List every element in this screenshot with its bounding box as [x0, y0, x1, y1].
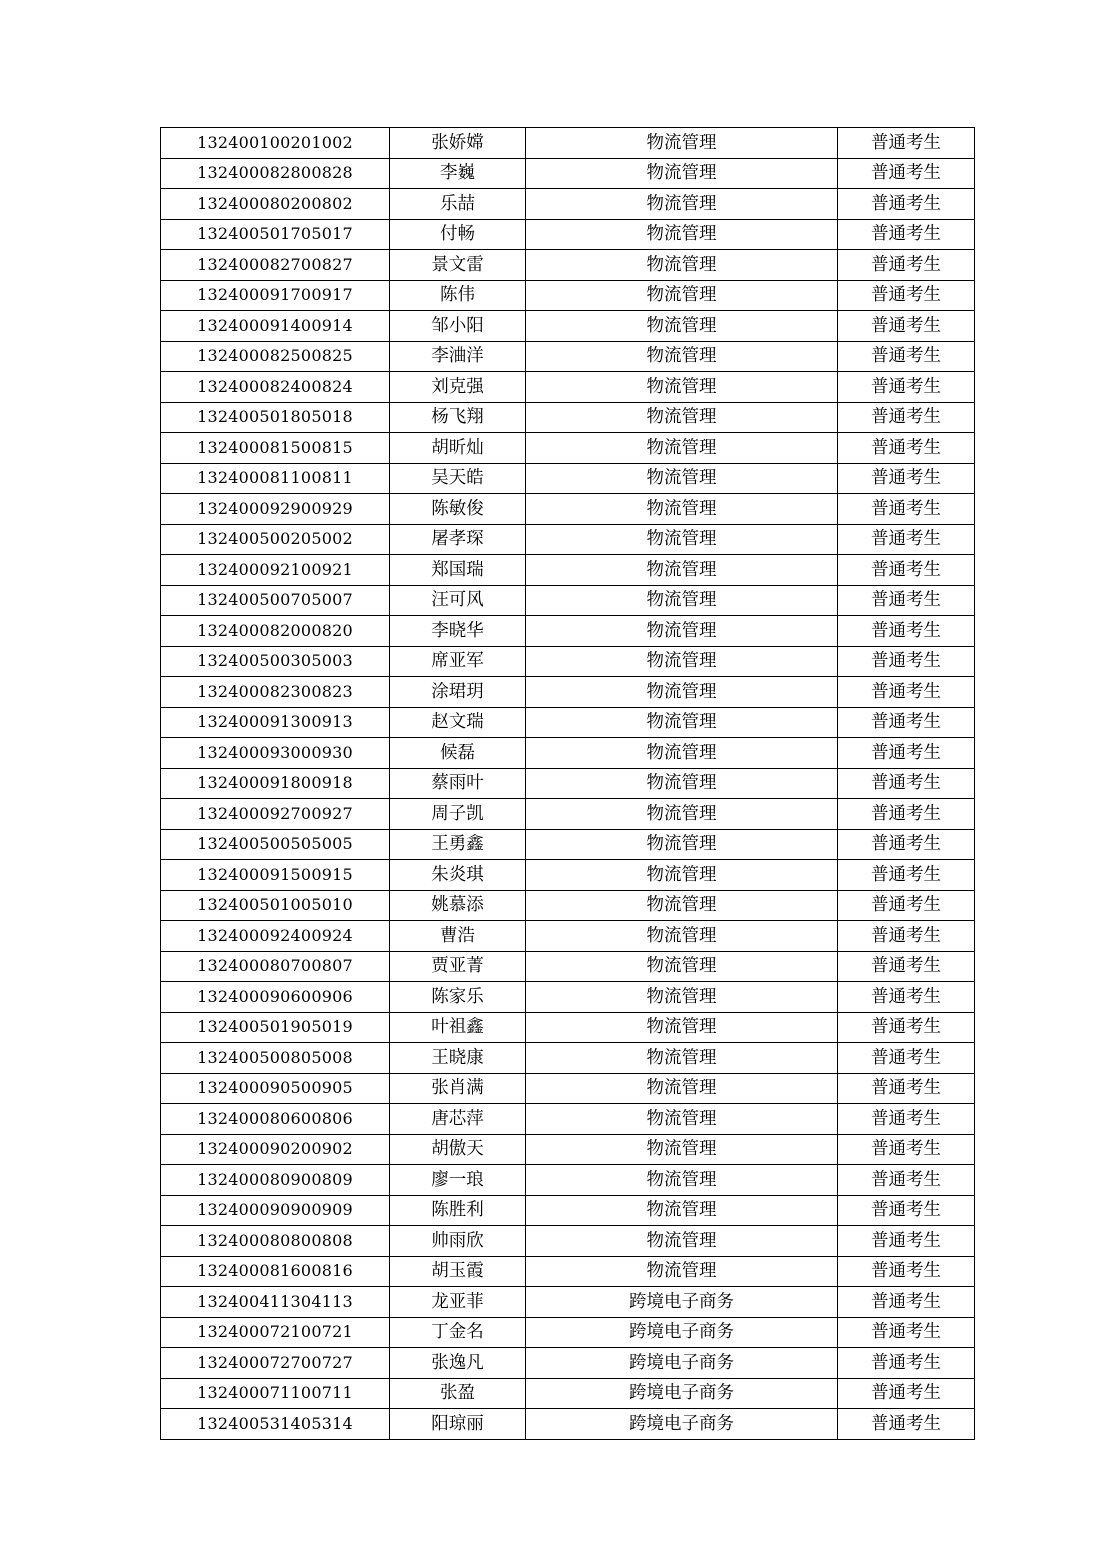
exam-number-cell: 132400071100711 — [161, 1378, 390, 1409]
major-cell: 跨境电子商务 — [526, 1409, 838, 1440]
exam-number-cell: 132400090600906 — [161, 982, 390, 1013]
exam-number-cell: 132400082300823 — [161, 677, 390, 708]
name-cell: 郑国瑞 — [390, 555, 526, 586]
name-cell: 陈伟 — [390, 280, 526, 311]
table-row — [161, 524, 975, 555]
major-cell: 物流管理 — [526, 829, 838, 860]
major-cell: 物流管理 — [526, 433, 838, 464]
table-row — [161, 646, 975, 677]
major-cell: 物流管理 — [526, 524, 838, 555]
candidate-type-cell: 普通考生 — [838, 1165, 975, 1196]
major-cell: 跨境电子商务 — [526, 1317, 838, 1348]
table-row — [161, 463, 975, 494]
major-cell: 物流管理 — [526, 1256, 838, 1287]
candidate-type-cell: 普通考生 — [838, 616, 975, 647]
major-cell: 物流管理 — [526, 311, 838, 342]
major-cell: 物流管理 — [526, 1073, 838, 1104]
major-cell: 物流管理 — [526, 219, 838, 250]
exam-number-cell: 132400082400824 — [161, 372, 390, 403]
candidate-type-cell: 普通考生 — [838, 799, 975, 830]
major-cell: 物流管理 — [526, 402, 838, 433]
candidate-type-cell: 普通考生 — [838, 890, 975, 921]
candidate-type-cell: 普通考生 — [838, 1043, 975, 1074]
exam-number-cell: 132400080200802 — [161, 189, 390, 220]
exam-number-cell: 132400082700827 — [161, 250, 390, 281]
candidate-table-body — [161, 128, 975, 1440]
exam-number-cell: 132400531405314 — [161, 1409, 390, 1440]
exam-number-cell: 132400080700807 — [161, 951, 390, 982]
exam-number-cell: 132400501705017 — [161, 219, 390, 250]
major-cell: 物流管理 — [526, 1134, 838, 1165]
table-row — [161, 280, 975, 311]
table-row — [161, 1378, 975, 1409]
exam-number-cell: 132400500305003 — [161, 646, 390, 677]
major-cell: 物流管理 — [526, 1043, 838, 1074]
major-cell: 物流管理 — [526, 1104, 838, 1135]
table-row — [161, 1104, 975, 1135]
table-row — [161, 1195, 975, 1226]
major-cell: 物流管理 — [526, 860, 838, 891]
table-row — [161, 250, 975, 281]
major-cell: 物流管理 — [526, 768, 838, 799]
candidate-type-cell: 普通考生 — [838, 524, 975, 555]
exam-number-cell: 132400501805018 — [161, 402, 390, 433]
major-cell: 跨境电子商务 — [526, 1378, 838, 1409]
candidate-type-cell: 普通考生 — [838, 707, 975, 738]
major-cell: 物流管理 — [526, 555, 838, 586]
name-cell: 张逸凡 — [390, 1348, 526, 1379]
table-row — [161, 799, 975, 830]
major-cell: 物流管理 — [526, 1012, 838, 1043]
table-row — [161, 555, 975, 586]
name-cell: 王晓康 — [390, 1043, 526, 1074]
table-row — [161, 707, 975, 738]
exam-number-cell: 132400092900929 — [161, 494, 390, 525]
candidate-type-cell: 普通考生 — [838, 189, 975, 220]
table-row — [161, 829, 975, 860]
name-cell: 景文雷 — [390, 250, 526, 281]
candidate-type-cell: 普通考生 — [838, 921, 975, 952]
major-cell: 跨境电子商务 — [526, 1287, 838, 1318]
table-row — [161, 1256, 975, 1287]
table-row — [161, 158, 975, 189]
candidate-type-cell: 普通考生 — [838, 341, 975, 372]
table-row — [161, 585, 975, 616]
table-row — [161, 1317, 975, 1348]
major-cell: 物流管理 — [526, 677, 838, 708]
name-cell: 帅雨欣 — [390, 1226, 526, 1257]
exam-number-cell: 132400100201002 — [161, 128, 390, 159]
major-cell: 物流管理 — [526, 280, 838, 311]
name-cell: 李浀洋 — [390, 341, 526, 372]
name-cell: 胡傲天 — [390, 1134, 526, 1165]
name-cell: 张娇嫦 — [390, 128, 526, 159]
exam-number-cell: 132400501005010 — [161, 890, 390, 921]
exam-number-cell: 132400080900809 — [161, 1165, 390, 1196]
name-cell: 王勇鑫 — [390, 829, 526, 860]
exam-number-cell: 132400072100721 — [161, 1317, 390, 1348]
name-cell: 付畅 — [390, 219, 526, 250]
exam-number-cell: 132400501905019 — [161, 1012, 390, 1043]
major-cell: 物流管理 — [526, 707, 838, 738]
name-cell: 陈敏俊 — [390, 494, 526, 525]
candidate-type-cell: 普通考生 — [838, 1226, 975, 1257]
table-row — [161, 1165, 975, 1196]
major-cell: 物流管理 — [526, 1226, 838, 1257]
exam-number-cell: 132400080600806 — [161, 1104, 390, 1135]
exam-number-cell: 132400082800828 — [161, 158, 390, 189]
name-cell: 候磊 — [390, 738, 526, 769]
table-row — [161, 189, 975, 220]
table-row — [161, 128, 975, 159]
candidate-type-cell: 普通考生 — [838, 311, 975, 342]
table-row — [161, 677, 975, 708]
major-cell: 物流管理 — [526, 494, 838, 525]
major-cell: 物流管理 — [526, 128, 838, 159]
name-cell: 廖一琅 — [390, 1165, 526, 1196]
exam-number-cell: 132400091500915 — [161, 860, 390, 891]
exam-number-cell: 132400500705007 — [161, 585, 390, 616]
name-cell: 陈胜利 — [390, 1195, 526, 1226]
major-cell: 物流管理 — [526, 951, 838, 982]
table-row — [161, 738, 975, 769]
candidate-type-cell: 普通考生 — [838, 829, 975, 860]
exam-number-cell: 132400081100811 — [161, 463, 390, 494]
candidate-type-cell: 普通考生 — [838, 433, 975, 464]
candidate-type-cell: 普通考生 — [838, 1287, 975, 1318]
table-row — [161, 1073, 975, 1104]
name-cell: 汪可风 — [390, 585, 526, 616]
candidate-type-cell: 普通考生 — [838, 1134, 975, 1165]
name-cell: 贾亚菁 — [390, 951, 526, 982]
table-row — [161, 982, 975, 1013]
table-row — [161, 1134, 975, 1165]
candidate-type-cell: 普通考生 — [838, 1378, 975, 1409]
table-row — [161, 1409, 975, 1440]
candidate-type-cell: 普通考生 — [838, 128, 975, 159]
exam-number-cell: 132400500505005 — [161, 829, 390, 860]
name-cell: 叶祖鑫 — [390, 1012, 526, 1043]
exam-number-cell: 132400090900909 — [161, 1195, 390, 1226]
candidate-type-cell: 普通考生 — [838, 1012, 975, 1043]
candidate-type-cell: 普通考生 — [838, 494, 975, 525]
name-cell: 蔡雨叶 — [390, 768, 526, 799]
candidate-type-cell: 普通考生 — [838, 158, 975, 189]
exam-number-cell: 132400092100921 — [161, 555, 390, 586]
exam-number-cell: 132400072700727 — [161, 1348, 390, 1379]
candidate-type-cell: 普通考生 — [838, 646, 975, 677]
name-cell: 张盈 — [390, 1378, 526, 1409]
candidate-type-cell: 普通考生 — [838, 372, 975, 403]
table-row — [161, 616, 975, 647]
table-row — [161, 1287, 975, 1318]
exam-number-cell: 132400091800918 — [161, 768, 390, 799]
name-cell: 胡玉霞 — [390, 1256, 526, 1287]
exam-number-cell: 132400092400924 — [161, 921, 390, 952]
major-cell: 物流管理 — [526, 250, 838, 281]
table-row — [161, 402, 975, 433]
name-cell: 邹小阳 — [390, 311, 526, 342]
name-cell: 李晓华 — [390, 616, 526, 647]
table-row — [161, 1348, 975, 1379]
exam-number-cell: 132400091300913 — [161, 707, 390, 738]
name-cell: 涂珺玥 — [390, 677, 526, 708]
name-cell: 阳琼丽 — [390, 1409, 526, 1440]
table-row — [161, 219, 975, 250]
exam-number-cell: 132400090500905 — [161, 1073, 390, 1104]
name-cell: 乐喆 — [390, 189, 526, 220]
name-cell: 屠孝琛 — [390, 524, 526, 555]
major-cell: 物流管理 — [526, 799, 838, 830]
name-cell: 曹浩 — [390, 921, 526, 952]
candidate-type-cell: 普通考生 — [838, 219, 975, 250]
candidate-type-cell: 普通考生 — [838, 280, 975, 311]
candidate-type-cell: 普通考生 — [838, 738, 975, 769]
major-cell: 物流管理 — [526, 372, 838, 403]
candidate-type-cell: 普通考生 — [838, 1348, 975, 1379]
exam-number-cell: 132400090200902 — [161, 1134, 390, 1165]
major-cell: 物流管理 — [526, 189, 838, 220]
table-row — [161, 494, 975, 525]
major-cell: 物流管理 — [526, 646, 838, 677]
exam-number-cell: 132400081500815 — [161, 433, 390, 464]
exam-number-cell: 132400082000820 — [161, 616, 390, 647]
name-cell: 龙亚菲 — [390, 1287, 526, 1318]
candidate-type-cell: 普通考生 — [838, 1073, 975, 1104]
name-cell: 吴天皓 — [390, 463, 526, 494]
name-cell: 张肖满 — [390, 1073, 526, 1104]
name-cell: 李巍 — [390, 158, 526, 189]
major-cell: 物流管理 — [526, 585, 838, 616]
table-row — [161, 768, 975, 799]
candidate-type-cell: 普通考生 — [838, 1195, 975, 1226]
major-cell: 物流管理 — [526, 982, 838, 1013]
exam-number-cell: 132400411304113 — [161, 1287, 390, 1318]
candidate-type-cell: 普通考生 — [838, 1317, 975, 1348]
table-row — [161, 372, 975, 403]
major-cell: 物流管理 — [526, 1195, 838, 1226]
table-row — [161, 1012, 975, 1043]
exam-number-cell: 132400081600816 — [161, 1256, 390, 1287]
candidate-type-cell: 普通考生 — [838, 463, 975, 494]
table-row — [161, 311, 975, 342]
major-cell: 物流管理 — [526, 158, 838, 189]
exam-number-cell: 132400091400914 — [161, 311, 390, 342]
major-cell: 物流管理 — [526, 341, 838, 372]
name-cell: 席亚军 — [390, 646, 526, 677]
exam-number-cell: 132400082500825 — [161, 341, 390, 372]
table-row — [161, 890, 975, 921]
candidate-table — [160, 127, 975, 1440]
exam-number-cell: 132400093000930 — [161, 738, 390, 769]
candidate-type-cell: 普通考生 — [838, 555, 975, 586]
name-cell: 赵文瑞 — [390, 707, 526, 738]
name-cell: 胡昕灿 — [390, 433, 526, 464]
candidate-type-cell: 普通考生 — [838, 951, 975, 982]
table-row — [161, 433, 975, 464]
major-cell: 物流管理 — [526, 921, 838, 952]
major-cell: 跨境电子商务 — [526, 1348, 838, 1379]
table-row — [161, 951, 975, 982]
candidate-type-cell: 普通考生 — [838, 402, 975, 433]
major-cell: 物流管理 — [526, 738, 838, 769]
name-cell: 唐芯萍 — [390, 1104, 526, 1135]
name-cell: 姚慕添 — [390, 890, 526, 921]
name-cell: 朱炎琪 — [390, 860, 526, 891]
major-cell: 物流管理 — [526, 616, 838, 647]
exam-number-cell: 132400500205002 — [161, 524, 390, 555]
name-cell: 刘克强 — [390, 372, 526, 403]
table-row — [161, 341, 975, 372]
candidate-type-cell: 普通考生 — [838, 250, 975, 281]
table-row — [161, 1226, 975, 1257]
candidate-type-cell: 普通考生 — [838, 1256, 975, 1287]
name-cell: 陈家乐 — [390, 982, 526, 1013]
candidate-type-cell: 普通考生 — [838, 982, 975, 1013]
table-row — [161, 860, 975, 891]
candidate-type-cell: 普通考生 — [838, 585, 975, 616]
major-cell: 物流管理 — [526, 463, 838, 494]
table-row — [161, 1043, 975, 1074]
exam-number-cell: 132400091700917 — [161, 280, 390, 311]
candidate-type-cell: 普通考生 — [838, 1409, 975, 1440]
name-cell: 周子凯 — [390, 799, 526, 830]
exam-number-cell: 132400080800808 — [161, 1226, 390, 1257]
name-cell: 杨飞翔 — [390, 402, 526, 433]
exam-number-cell: 132400092700927 — [161, 799, 390, 830]
major-cell: 物流管理 — [526, 890, 838, 921]
candidate-type-cell: 普通考生 — [838, 860, 975, 891]
table-row — [161, 921, 975, 952]
candidate-type-cell: 普通考生 — [838, 677, 975, 708]
candidate-type-cell: 普通考生 — [838, 1104, 975, 1135]
candidate-type-cell: 普通考生 — [838, 768, 975, 799]
major-cell: 物流管理 — [526, 1165, 838, 1196]
name-cell: 丁金名 — [390, 1317, 526, 1348]
exam-number-cell: 132400500805008 — [161, 1043, 390, 1074]
